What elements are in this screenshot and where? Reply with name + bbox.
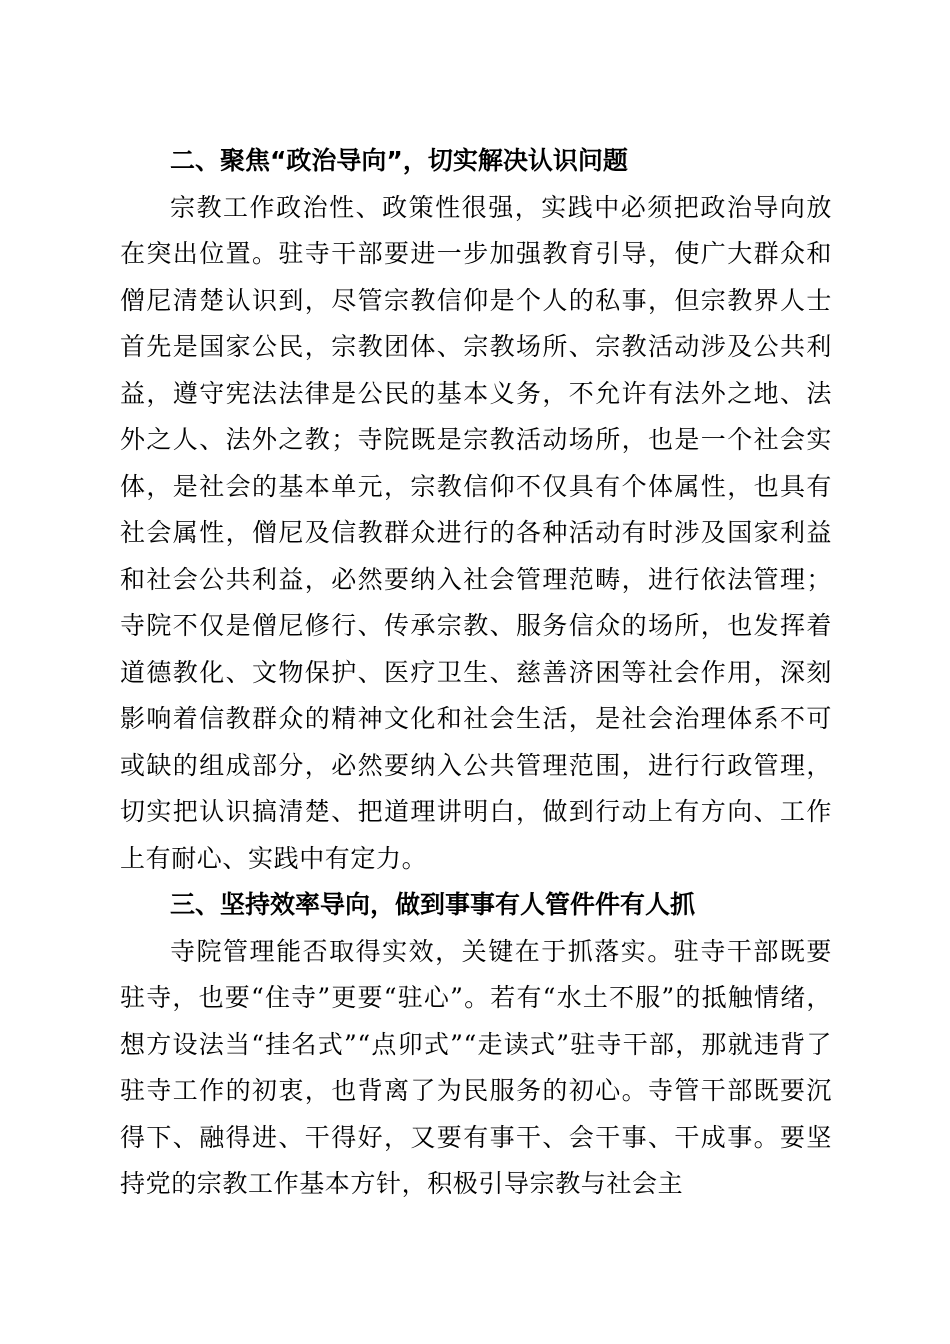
section-heading-2: 二、聚焦“政治导向”，切实解决认识问题 [170, 146, 628, 175]
section-heading-3: 三、坚持效率导向，做到事事有人管件件有人抓 [170, 890, 696, 919]
document-page [120, 138, 832, 1208]
section-paragraph-2: 宗教工作政治性、政策性很强，实践中必须把政治导向放在突出位置。驻寺干部要进一步加强教育引导，使广大群众和僧尼清楚认识到，尽管宗教信仰是个人的私事，但宗教界人士首先是国家公民，宗教团体、宗教场所、宗教活动涉及公共利益，遵守宪法法律是公民的基本义务，不允许有法外之地、法外之人、法外之教；寺院既是宗教活动场所，也是一个社会实体，是社会的基本单元，宗教信仰不仅具有个体属性，也具有社会属性，僧尼及信教群众进行的各种活动有时涉及国家利益和社会公共利益，必然要纳入社会管理范畴，进行依法管理；寺院不仅是僧尼修行、传承宗教、服务信众的场所，也发挥着道德教化、文物保护、医疗卫生、慈善济困等社会作用，深刻影响着信教群众的精神文化和社会生活，是社会治理体系不可或缺的组成部分，必然要纳入公共管理范围，进行行政管理，切实把认识搞清楚、把道理讲明白，做到行动上有方向、工作上有耐心、实践中有定力。 [120, 192, 832, 873]
section-paragraph-3: 寺院管理能否取得实效，关键在于抓落实。驻寺干部既要驻寺，也要“住寺”更要“驻心”。若有“水土不服”的抵触情绪，想方设法当“挂名式”“点卯式”“走读式”驻寺干部，那就违背了驻寺工作的初衷，也背离了为民服务的初心。寺管干部既要沉得下、融得进、干得好，又要有事干、会干事、干成事。要坚持党的宗教工作基本方针，积极引导宗教与社会主 [120, 936, 832, 1198]
